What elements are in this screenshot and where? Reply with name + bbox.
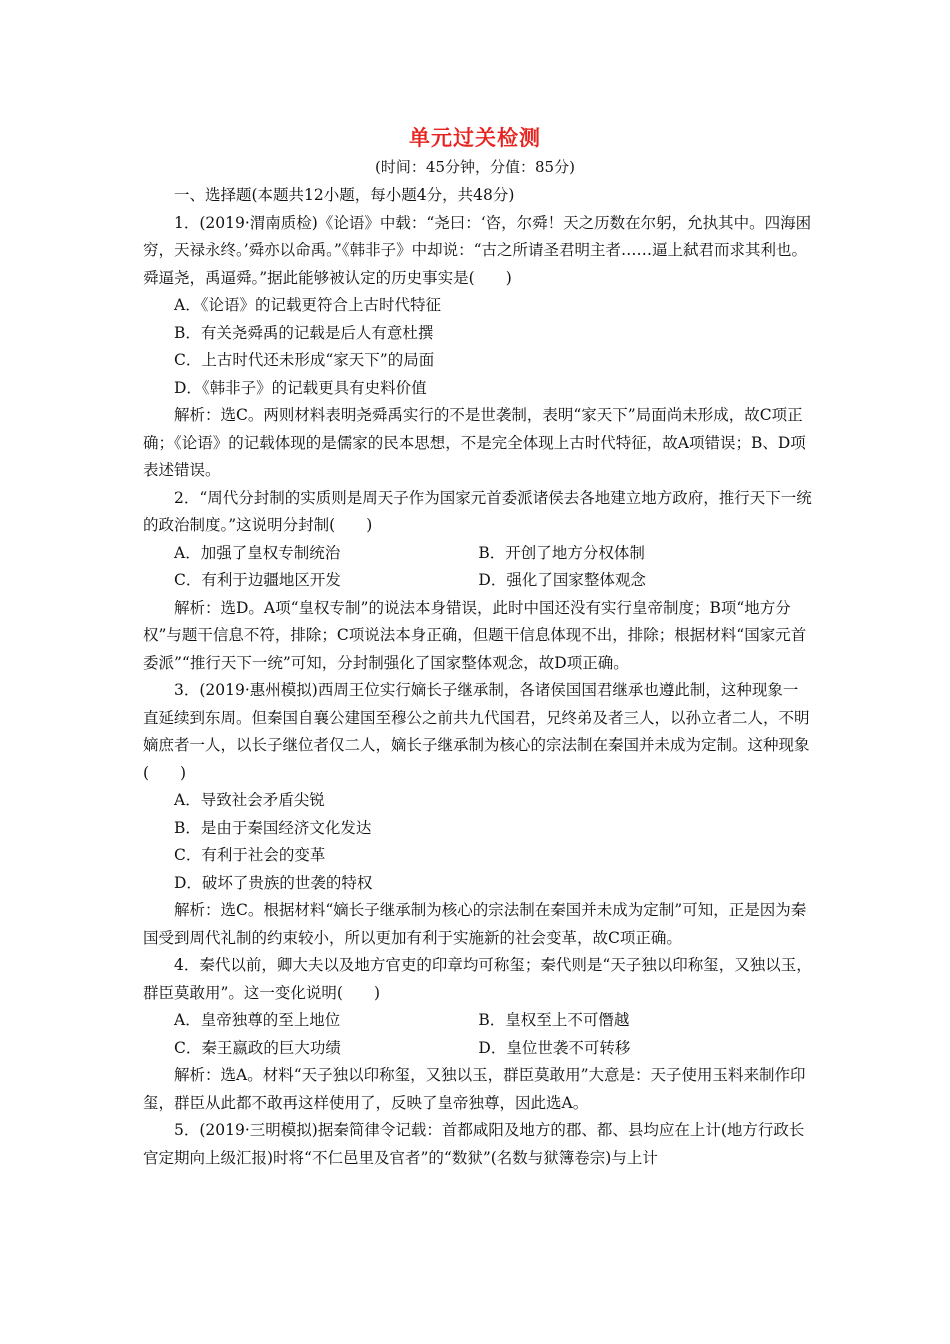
option: D．《韩非子》的记载更具有史料价值: [174, 378, 427, 397]
page-title: 单元过关检测: [409, 126, 541, 150]
option-row: [143, 540, 813, 568]
option: C．有利于边疆地区开发: [174, 571, 341, 589]
option: B．皇权至上不可僭越: [478, 1011, 630, 1029]
question-stem: 4．秦代以前，卿大夫以及地方官吏的印章均可称玺；秦代则是“天子独以印称玺，又独以玉，群臣莫敢用”。这一变化说明( ): [143, 956, 812, 1002]
analysis: 解析：选D。A项“皇权专制”的说法本身错误，此时中国还没有实行皇帝制度；B项“地方分权”与题干信息不符，排除；C项说法本身正确，但题干信息体现不出，排除；根据材料“国家元首委派”“推行天下一统”可知，分封制强化了国家整体观念，故D项正确。: [143, 598, 807, 672]
option: D．强化了国家整体观念: [478, 571, 646, 589]
option: D．皇位世袭不可转移: [478, 1038, 631, 1057]
option: A．导致社会矛盾尖锐: [174, 791, 325, 809]
question-stem: 2．“周代分封制的实质则是周天子作为国家元首委派诸侯去各地建立地方政府，推行天下一统的政治制度。”这说明分封制( ): [143, 488, 812, 534]
question-stem: 5．(2019·三明模拟)据秦简律令记载：首都咸阳及地方的郡、都、县均应在上计(地方行政长官定期向上级汇报)时将“不仁邑里及官者”的“数狱”(名数与狱簿卷宗)与上计: [143, 1121, 805, 1167]
option: B．有关尧舜禹的记载是后人有意杜撰: [174, 323, 434, 342]
analysis: 解析：选C。两则材料表明尧舜禹实行的不是世袭制，表明“家天下”局面尚未形成，故C项正确；《论语》的记载体现的是儒家的民本思想，不是完全体现上古时代特征，故A项错误；B、D项表述错误。: [143, 406, 806, 479]
option: C．上古时代还未形成“家天下”的局面: [174, 351, 435, 369]
option: C．有利于社会的变革: [174, 846, 326, 864]
option-row: [143, 1035, 813, 1063]
option: D．破坏了贵族的世袭的特权: [174, 873, 373, 892]
analysis: 解析：选C。根据材料“嫡长子继承制为核心的宗法制在秦国并未成为定制”可知，正是因为秦国受到周代礼制的约束较小，所以更加有利于实施新的社会变革，故C项正确。: [143, 901, 807, 947]
option: B．开创了地方分权体制: [478, 543, 645, 562]
option: A．皇帝独尊的至上地位: [174, 1011, 341, 1029]
analysis: 解析：选A。材料“天子独以印称玺，又独以玉，群臣莫敢用”大意是：天子使用玉料来制作印玺，群臣从此都不敢再这样使用了，反映了皇帝独尊，因此选A。: [143, 1066, 806, 1112]
option-row: [143, 1007, 813, 1035]
option-row: [143, 567, 813, 595]
question-stem: 3．(2019·惠州模拟)西周王位实行嫡长子继承制，各诸侯国国君继承也遵此制，这种现象一直延续到东周。但秦国自襄公建国至穆公之前共九代国君，兄终弟及者三人，以孙立者二人，不明嫡庶者一人，以长子继位者仅二人，嫡长子继承制为核心的宗法制在秦国并未成为定制。这种现象( ): [143, 681, 810, 782]
document-body: [143, 182, 813, 1172]
option: C．秦王嬴政的巨大功绩: [174, 1038, 341, 1057]
page-subtitle: (时间：45分钟，分值：85分): [375, 158, 575, 176]
option: A．《论语》的记载更符合上古时代特征: [174, 296, 441, 314]
option: A．加强了皇权专制统治: [174, 543, 341, 562]
section-header: 一、选择题(本题共12小题，每小题4分，共48分): [174, 186, 515, 204]
option: B．是由于秦国经济文化发达: [174, 818, 372, 837]
question-stem: 1．(2019·渭南质检)《论语》中载：“尧曰：‘咨，尔舜！天之历数在尔躬，允执其中。四海困穷，天禄永终。’舜亦以命禹。”《韩非子》中却说：“古之所请圣君明主者……逼上弑君而求其利也。舜逼尧，禹逼舜。”据此能够被认定的历史事实是( ): [143, 213, 812, 287]
